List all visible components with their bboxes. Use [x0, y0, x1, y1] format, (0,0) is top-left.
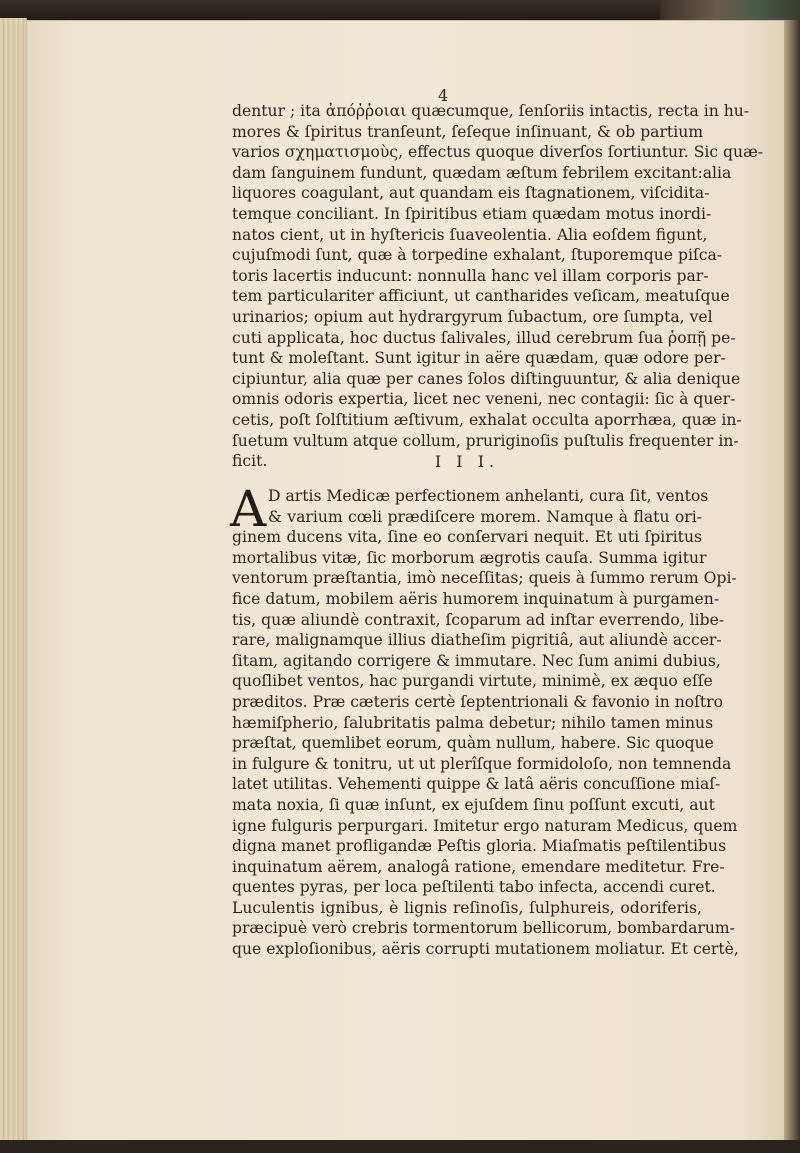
text-line: latet utilitas. Vehementi quippe & latâ aëris concuſſione miaſ- [232, 775, 721, 794]
text-line: omnis odoris expertia, licet nec veneni, nec contagii: ſic à quer- [232, 390, 736, 409]
text-line: liquores coagulant, aut quandam eis ſtagnationem, viſcidita- [232, 184, 710, 203]
text-line: quentes pyras, per loca peſtilenti tabo infecta, accendi curet. [232, 878, 716, 897]
text-line: inquinatum aërem, analogâ ratione, emendare meditetur. Fre- [232, 857, 725, 876]
book-bottom-edge [0, 1140, 800, 1153]
text-line: Luculentis ignibus, è lignis reſinoſis, ſulphureis, odoriferis, [232, 898, 702, 917]
text-line: ſuetum vultum atque collum, pruriginoſis puſtulis frequenter in- [232, 431, 739, 450]
text-line: fice datum, mobilem aëris humorem inquinatum à purgamen- [232, 589, 720, 608]
text-line: in fulgure & tonitru, ut ut plerîſque formidoloſo, non temnenda [232, 754, 732, 773]
text-line: cuti applicata, hoc ductus ſalivales, illud cerebrum ſua ῥοπῇ pe- [232, 328, 736, 347]
text-line: que exploſionibus, aëris corrupti mutationem moliatur. Et certè, [232, 940, 739, 959]
text-line: cetis, poſt ſolſtitium æſtivum, exhalat occulta aporrhæa, quæ in- [232, 410, 742, 429]
paragraph-continued [232, 101, 764, 472]
text-line: tis, quæ aliundè contraxit, ſcoparum ad inſtar everrendo, libe- [232, 610, 725, 629]
text-line: ginem ducens vita, ſine eo conſervari nequit. Et uti ſpiritus [232, 528, 702, 547]
text-line: mortalibus vitæ, ſic morborum ægrotis cauſa. Summa igitur [232, 548, 707, 567]
drop-cap-initial: A [230, 480, 267, 538]
text-line: varios σχηματισμοὺς, effectus quoque diverſos ſortiuntur. Sic quæ- [232, 143, 764, 162]
text-line: cipiuntur, alia quæ per canes ſolos diſtinguuntur, & alia denique [232, 369, 741, 388]
text-line: mata noxia, ſi quæ inſunt, ex ejuſdem ſinu poſſunt excuti, aut [232, 795, 715, 814]
text-line: tunt & moleſtant. Sunt igitur in aëre quædam, quæ odore per- [232, 349, 726, 368]
text-line: præſtat, quemlibet eorum, quàm nullum, habere. Sic quoque [232, 734, 714, 753]
page-gutter-shadow [784, 20, 800, 1145]
text-line: igne fulguris perpurgari. Imitetur ergo naturam Medicus, quem [232, 816, 738, 835]
page-stack-edge [0, 18, 27, 1143]
text-line: ſitam, agitando corrigere & immutare. Nec ſum animi dubius, [232, 651, 721, 670]
section-number: I I I. [434, 452, 500, 471]
book-cover-corner [660, 0, 800, 22]
text-line: quoſlibet ventos, hac purgandi virtute, minimè, ex æquo eſſe [232, 672, 713, 691]
text-line: digna manet profligandæ Peſtis gloria. Miaſmatis peſtilentibus [232, 837, 727, 856]
text-line: tem particulariter afficiunt, ut cantharides veſicam, meatuſque [232, 287, 730, 306]
text-line: toris lacertis inducunt: nonnulla hanc vel illam corporis par- [232, 266, 709, 285]
text-line: natos cient, ut in hyſtericis ſuaveolentia. Alia eoſdem figunt, [232, 225, 708, 244]
text-line: præditos. Præ cæteris certè ſeptentrionali & favonio in noſtro [232, 692, 724, 711]
text-line: ventorum præſtantia, imò neceſſitas; queis à ſummo rerum Opi- [232, 569, 737, 588]
text-line: hæmiſpherio, ſalubritatis palma debetur; nihilo tamen minus [232, 713, 714, 732]
text-line: urinarios; opium aut hydrargyrum ſubactum, ore ſumpta, vel [232, 307, 713, 326]
text-line: cujuſmodi ſunt, quæ à torpedine exhalant, ſtuporemque piſca- [232, 246, 723, 265]
paragraph-section-three [230, 480, 739, 960]
text-line: & varium cœli prædiſcere morem. Namque à flatu ori- [268, 507, 702, 526]
text-line: præcipuè verò crebris tormentorum bellicorum, bombardarum- [232, 919, 735, 938]
page-number: 4 [438, 86, 449, 105]
text-line: D artis Medicæ perfectionem anhelanti, cura ſit, ventos [268, 487, 709, 505]
text-line: rare, malignamque illius diatheſim pigritiâ, aut aliundè accer- [232, 631, 722, 650]
text-line: temque conciliant. In ſpiritibus etiam quædam motus inordi- [232, 204, 712, 223]
text-line: dentur ; ita ἀπόῤῥοιαι quæcumque, ſenſoriis intactis, recta in hu- [232, 102, 750, 120]
text-line: ficit. [232, 452, 268, 471]
text-line: mores & ſpiritus tranſeunt, ſeſeque inſinuant, & ob partium [232, 122, 704, 141]
text-line: dam ſanguinem fundunt, quædam æſtum febrilem excitant:alia [232, 163, 732, 182]
